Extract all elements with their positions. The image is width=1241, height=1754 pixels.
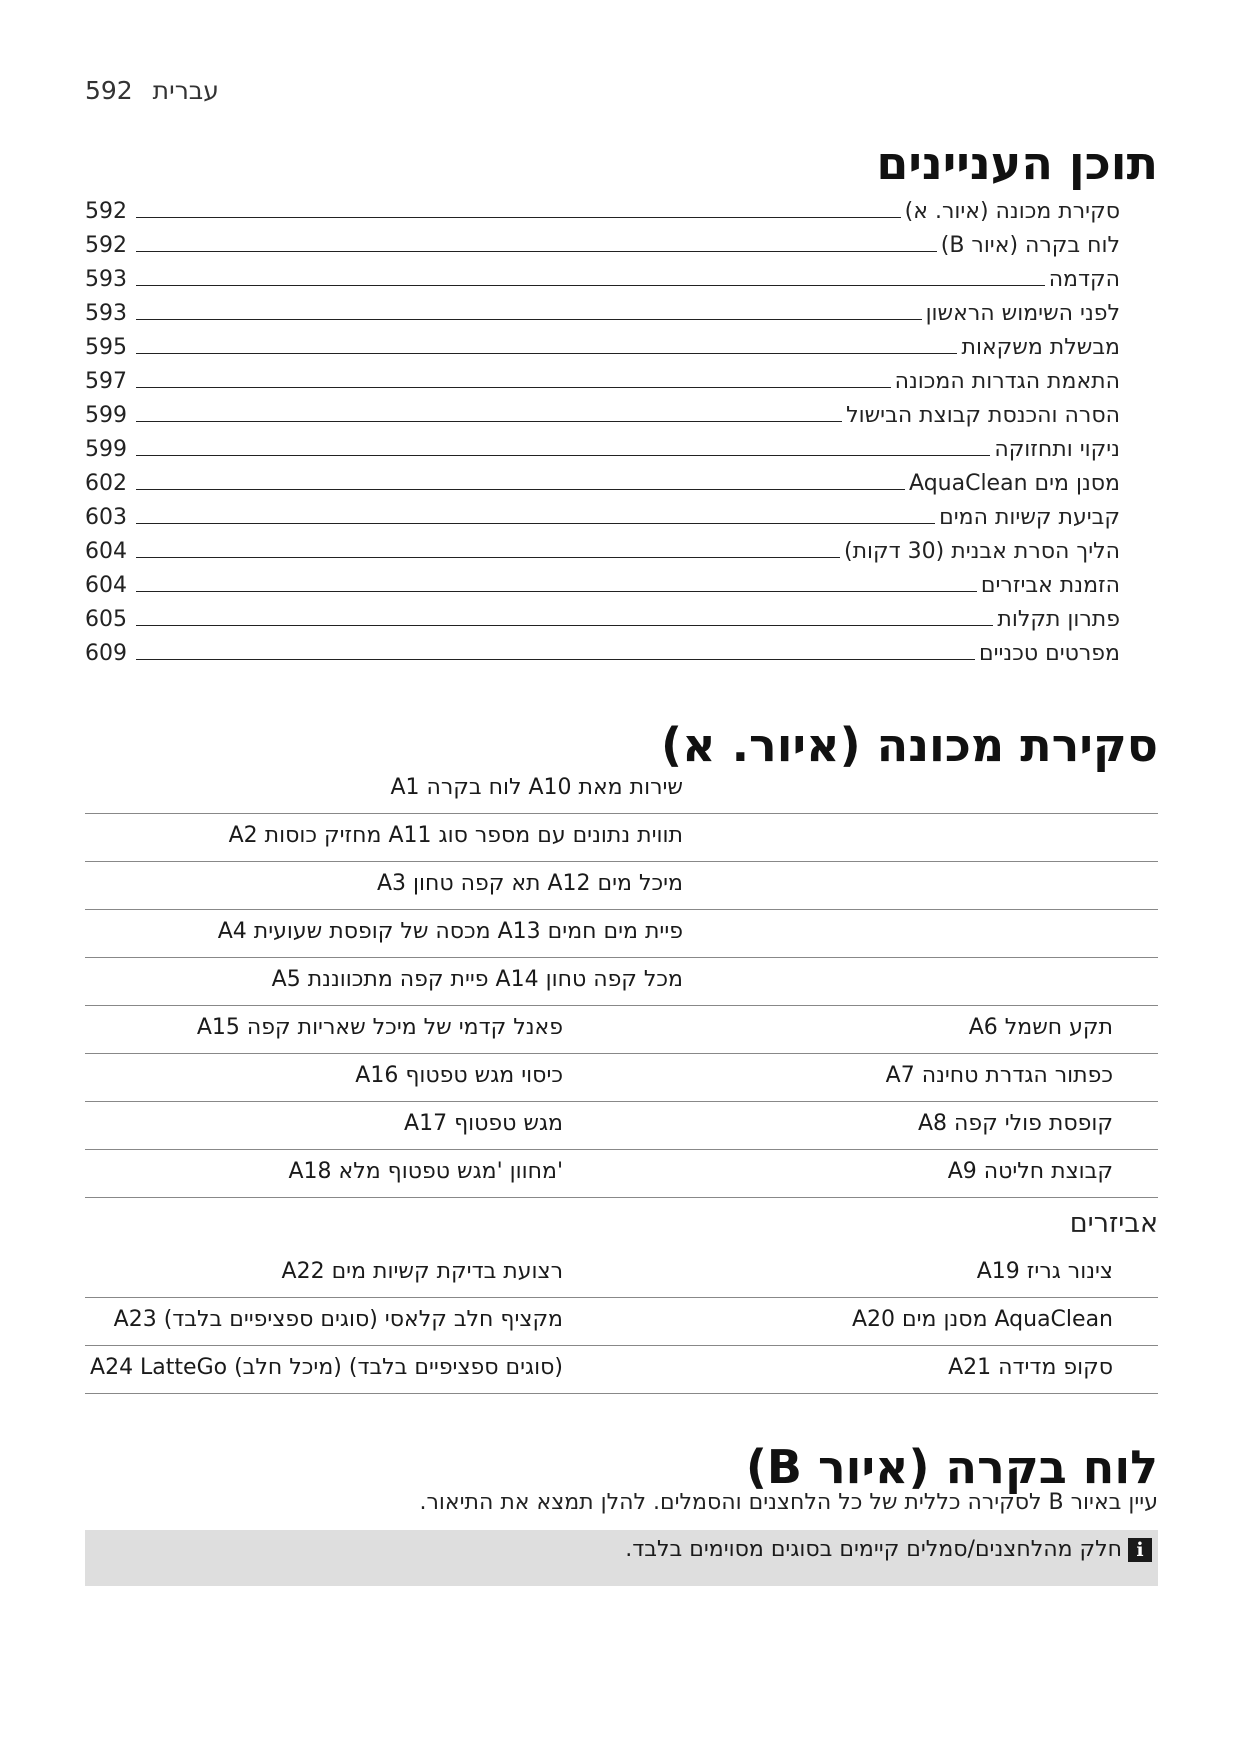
toc-entry: [85, 394, 1158, 428]
toc-entry-label: מפרטים טכניים: [978, 641, 1120, 666]
part-item: A15 פאנל קדמי של מיכל שאריות קפה: [196, 1015, 563, 1040]
toc-leader-line: [136, 455, 990, 456]
toc-leader-line: [136, 319, 922, 320]
part-item: A2 מחזיק כוסות A11 תווית נתונים עם מספר סוג: [228, 823, 683, 848]
part-item: A3 תא קפה טחון A12 מיכל מים: [376, 871, 683, 896]
control-panel-title: לוח בקרה (איור B): [745, 1440, 1158, 1494]
toc-page-number: 593: [85, 301, 127, 326]
table-row: [85, 958, 1158, 1006]
toc-entry: [85, 224, 1158, 258]
toc-page-number: 592: [85, 233, 127, 258]
info-note: [85, 1530, 1158, 1586]
toc-entry: [85, 462, 1158, 496]
part-item: A23 מקציף חלב קלאסי (סוגים ספציפיים בלבד): [113, 1307, 563, 1332]
part-item: A17 מגש טפטוף: [404, 1111, 563, 1136]
part-item: A24 LatteGo (מיכל חלב) (סוגים ספציפיים בלבד): [90, 1355, 563, 1380]
part-item: A21 סקופ מדידה: [948, 1355, 1113, 1380]
part-item: A20 מסנן מים AquaClean: [851, 1307, 1113, 1332]
overview-title: סקירת מכונה (איור. א): [661, 718, 1158, 772]
table-row: [85, 1250, 1158, 1298]
toc-entry-label: הזמנת אביזרים: [980, 573, 1120, 598]
toc-leader-line: [136, 625, 993, 626]
table-row: [85, 766, 1158, 814]
toc-page-number: 597: [85, 369, 127, 394]
toc-entry-label: הליך הסרת אבנית (30 דקות): [844, 539, 1120, 564]
toc-page-number: 603: [85, 505, 127, 530]
toc-leader-line: [136, 659, 975, 660]
control-panel-description: עיין באיור B לסקירה כללית של כל הלחצנים והסמלים. להלן תמצא את התיאור.: [419, 1490, 1158, 1515]
accessories-heading: אביזרים: [1069, 1208, 1158, 1239]
parts-table: [85, 766, 1158, 1198]
toc-leader-line: [136, 387, 891, 388]
toc-leader-line: [136, 557, 840, 558]
toc-entry: [85, 326, 1158, 360]
table-row: [85, 814, 1158, 862]
part-item: A9 קבוצת חליטה: [947, 1159, 1113, 1184]
table-row: [85, 1006, 1158, 1054]
table-row: [85, 1150, 1158, 1198]
toc-entry: [85, 360, 1158, 394]
toc-page-number: 599: [85, 437, 127, 462]
toc-leader-line: [136, 591, 977, 592]
toc-leader-line: [136, 285, 1045, 286]
toc-entry: [85, 292, 1158, 326]
toc-entry: [85, 632, 1158, 666]
part-item: A4 מכסה של קופסת שעועית A13 פיית מים חמים: [217, 919, 683, 944]
toc-title: תוכן העניינים: [876, 136, 1158, 190]
toc-page-number: 593: [85, 267, 127, 292]
accessories-table: [85, 1250, 1158, 1394]
toc-leader-line: [136, 421, 842, 422]
toc-page-number: 595: [85, 335, 127, 360]
toc-leader-line: [136, 523, 935, 524]
toc-entry: [85, 598, 1158, 632]
toc-entry-label: לפני השימוש הראשון: [925, 301, 1120, 326]
toc-entry-label: הסרה והכנסת קבוצת הבישול: [846, 403, 1120, 428]
toc-entry: [85, 530, 1158, 564]
part-item: A5 פיית קפה מתכווננת A14 מכל קפה טחון: [271, 967, 683, 992]
toc-entry-label: מבשלת משקאות: [961, 335, 1120, 360]
toc-page-number: 604: [85, 539, 127, 564]
part-item: A22 רצועת בדיקת קשיות מים: [281, 1259, 563, 1284]
table-row: [85, 862, 1158, 910]
toc-leader-line: [136, 353, 957, 354]
table-of-contents: [85, 190, 1158, 666]
toc-entry-label: פתרון תקלות: [997, 607, 1120, 632]
toc-leader-line: [136, 217, 901, 218]
table-row: [85, 910, 1158, 958]
toc-page-number: 592: [85, 199, 127, 224]
table-row: [85, 1298, 1158, 1346]
toc-entry: [85, 190, 1158, 224]
toc-entry-label: לוח בקרה (איור B): [940, 233, 1120, 258]
info-icon: i: [1128, 1538, 1152, 1562]
toc-entry: [85, 258, 1158, 292]
toc-entry-label: סקירת מכונה (איור. א): [904, 199, 1120, 224]
toc-page-number: 602: [85, 471, 127, 496]
toc-leader-line: [136, 489, 905, 490]
table-row: [85, 1054, 1158, 1102]
toc-page-number: 604: [85, 573, 127, 598]
part-item: A1 לוח בקרה A10 שירות מאת: [390, 775, 683, 800]
toc-entry-label: התאמת הגדרות המכונה: [894, 369, 1120, 394]
page-header: [85, 76, 219, 105]
page-number: 592: [85, 76, 133, 105]
toc-entry-label: קביעת קשיות המים: [939, 505, 1120, 530]
part-item: A7 כפתור הגדרת טחינה: [885, 1063, 1113, 1088]
table-row: [85, 1102, 1158, 1150]
info-note-text: חלק מהלחצנים/סמלים קיימים בסוגים מסוימים בלבד.: [625, 1537, 1122, 1562]
language-label: עברית: [152, 76, 219, 105]
part-item: A16 כיסוי מגש טפטוף: [355, 1063, 563, 1088]
toc-entry-label: הקדמה: [1048, 267, 1120, 292]
part-item: A19 צינור גריז: [976, 1259, 1113, 1284]
toc-leader-line: [136, 251, 937, 252]
toc-entry-label: מסנן מים AquaClean: [909, 471, 1120, 496]
table-row: [85, 1346, 1158, 1394]
toc-page-number: 609: [85, 641, 127, 666]
part-item: A8 קופסת פולי קפה: [918, 1111, 1113, 1136]
toc-page-number: 605: [85, 607, 127, 632]
toc-entry: [85, 428, 1158, 462]
toc-entry-label: ניקוי ותחזוקה: [994, 437, 1120, 462]
part-item: A6 תקע חשמל: [968, 1015, 1113, 1040]
toc-page-number: 599: [85, 403, 127, 428]
part-item: A18 מחוון 'מגש טפטוף מלא': [288, 1159, 563, 1184]
toc-entry: [85, 564, 1158, 598]
toc-entry: [85, 496, 1158, 530]
